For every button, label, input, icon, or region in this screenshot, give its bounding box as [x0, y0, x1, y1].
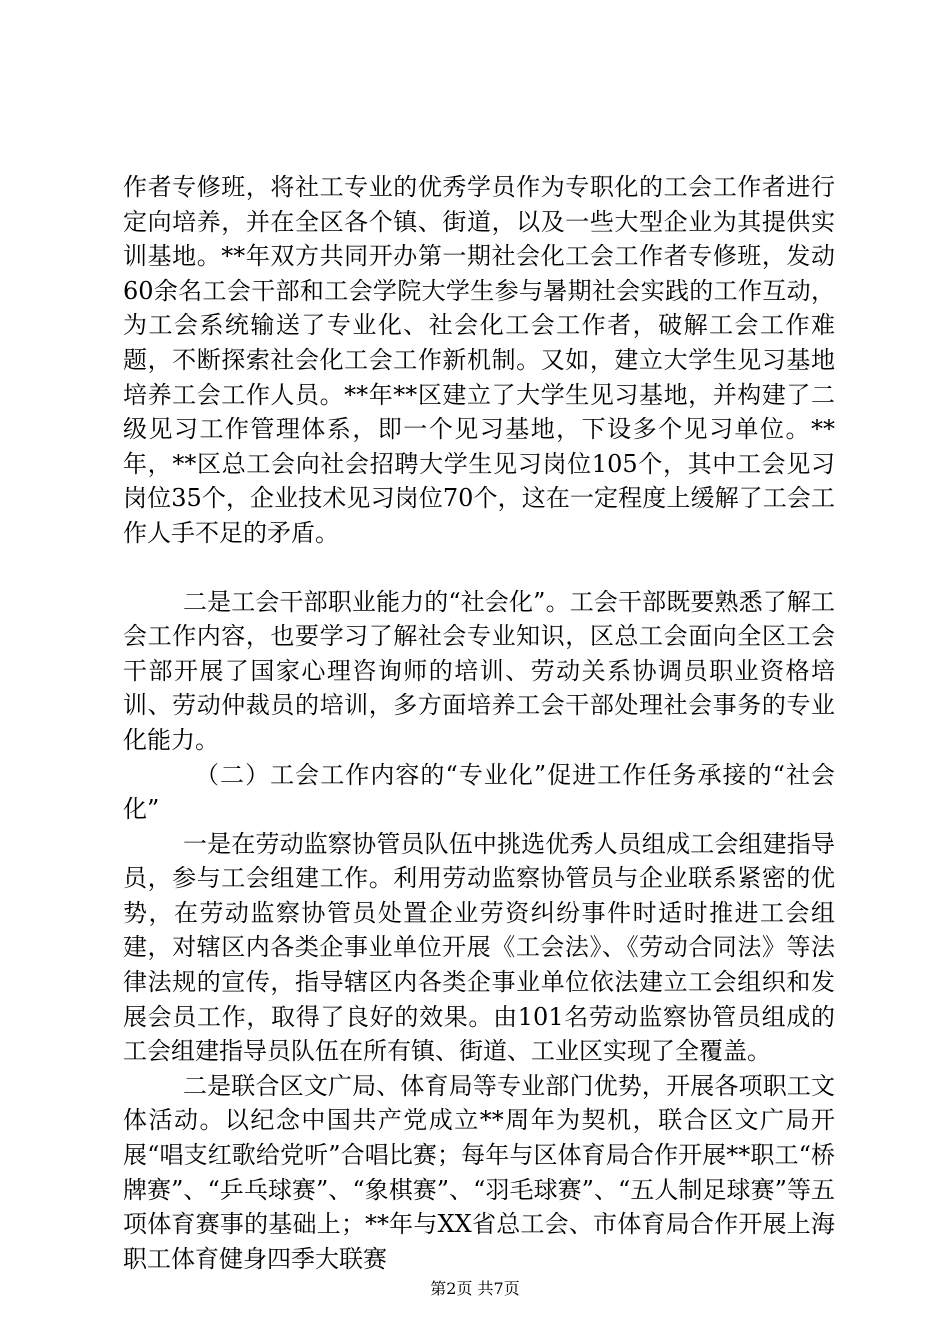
section-heading-2: （二）工会工作内容的“专业化”促进工作任务承接的“社会化” [123, 760, 835, 824]
paragraph-continued: 作者专修班，将社工专业的优秀学员作为专职化的工会工作者进行定向培养，并在全区各个镇、街道，以及一些大型企业为其提供实训基地。**年双方共同开办第一期社会化工会工作者专修班，发动60余名工会干部和工会学院大学生参与暑期社会实践的工作互动，为工会系统输送了专业化、社会化工会工作者，破解工会工作难题，不断探索社会化工会工作新机制。又如，建立大学生见习基地培养工会工作人员。**年**区建立了大学生见习基地，并构建了二级见习工作管理体系，即一个见习基地，下设多个见习单位。**年，**区总工会向社会招聘大学生见习岗位105个，其中工会见习岗位35个，企业技术见习岗位70个，这在一定程度上缓解了工会工作人手不足的矛盾。 [123, 173, 835, 547]
page-number-footer: 第2页 共7页 [430, 1279, 520, 1298]
paragraph-gap [123, 551, 835, 585]
document-body [123, 170, 835, 1276]
paragraph-cultural-sports: 二是联合区文广局、体育局等专业部门优势，开展各项职工文体活动。以纪念中国共产党成立**周年为契机，联合区文广局开展“唱支红歌给党听”合唱比赛；每年与区体育局合作开展**职工“桥牌赛”、“乒乓球赛”、“象棋赛”、“羽毛球赛”、“五人制足球赛”等五项体育赛事的基础上；**年与XX省总工会、市体育局合作开展上海职工体育健身四季大联赛 [123, 1071, 835, 1273]
paragraph-labor-inspectors: 一是在劳动监察协管员队伍中挑选优秀人员组成工会组建指导员，参与工会组建工作。利用劳动监察协管员与企业联系紧密的优势，在劳动监察协管员处置企业劳资纠纷事件时适时推进工会组建，对辖区内各类企事业单位开展《工会法》、《劳动合同法》等法律法规的宣传，指导辖区内各类企事业单位依法建立工会组织和发展会员工作，取得了良好的效果。由101名劳动监察协管员组成的工会组建指导员队伍在所有镇、街道、工业区实现了全覆盖。 [123, 829, 835, 1066]
paragraph-cadre-capability: 二是工会干部职业能力的“社会化”。工会干部既要熟悉了解工会工作内容，也要学习了解社会专业知识，区总工会面向全区工会干部开展了国家心理咨询师的培训、劳动关系协调员职业资格培训、劳动仲裁员的培训，多方面培养工会干部处理社会事务的专业化能力。 [123, 587, 835, 754]
